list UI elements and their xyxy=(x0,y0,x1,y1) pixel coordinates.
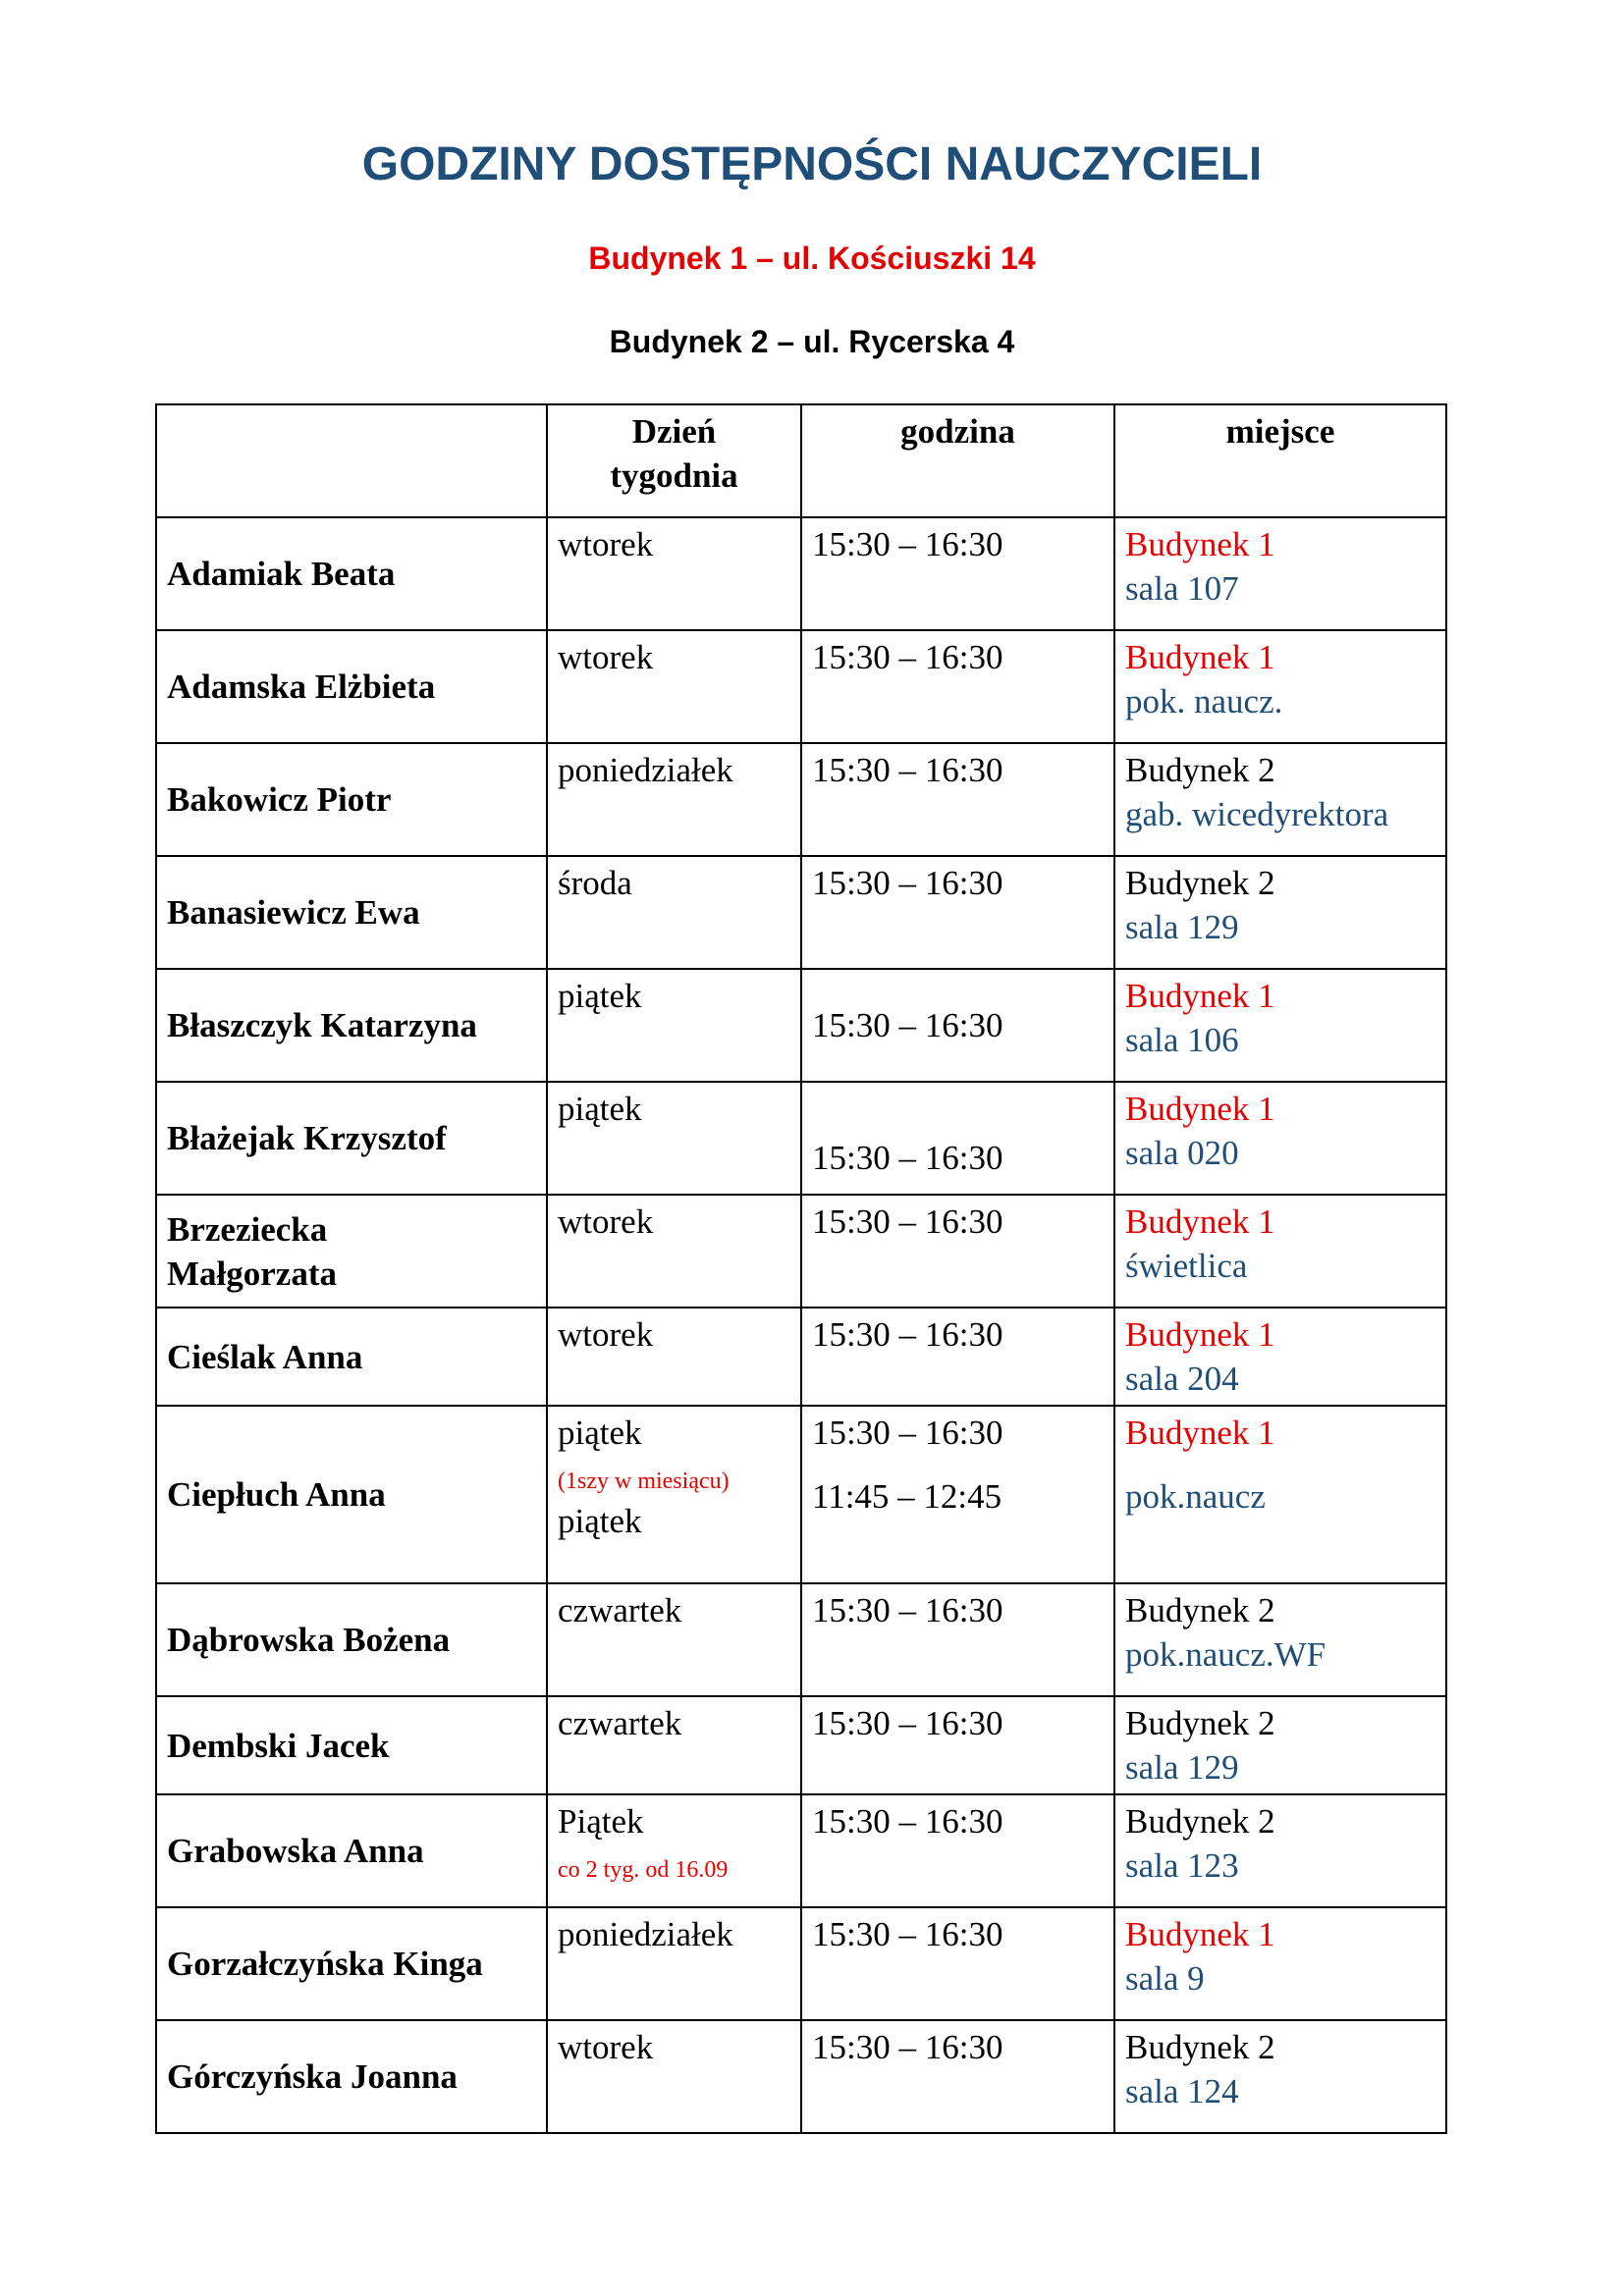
hour: 15:30 – 16:30 xyxy=(801,1907,1114,2020)
building: Budynek 1 xyxy=(1125,1090,1275,1128)
header-day-line2: tygodnia xyxy=(610,456,738,495)
table-row xyxy=(156,1583,1446,1696)
header-hour: godzina xyxy=(801,404,1114,517)
table-row xyxy=(156,1907,1446,2020)
place xyxy=(1114,1406,1446,1583)
building: Budynek 1 xyxy=(1125,525,1275,563)
hour: 15:30 – 16:30 xyxy=(801,1082,1114,1195)
table-row xyxy=(156,1082,1446,1195)
place xyxy=(1114,630,1446,743)
room: sala 129 xyxy=(1125,908,1239,946)
hour: 15:30 – 16:30 xyxy=(801,1696,1114,1794)
building: Budynek 1 xyxy=(1125,977,1275,1015)
building: Budynek 2 xyxy=(1125,1591,1275,1629)
hour: 15:30 – 16:30 xyxy=(801,630,1114,743)
place xyxy=(1114,1794,1446,1907)
teacher-name: Gorzałczyńska Kinga xyxy=(156,1907,547,2020)
teacher-name: Górczyńska Joanna xyxy=(156,2020,547,2133)
day: wtorek xyxy=(547,1308,801,1406)
place xyxy=(1114,1583,1446,1696)
availability-table xyxy=(155,403,1447,2134)
day xyxy=(547,1406,801,1583)
place xyxy=(1114,1907,1446,2020)
table-row xyxy=(156,2020,1446,2133)
table-row xyxy=(156,1696,1446,1794)
day: wtorek xyxy=(547,1195,801,1308)
day-2: piątek xyxy=(558,1502,642,1540)
room: pok.naucz xyxy=(1125,1477,1266,1516)
header-place: miejsce xyxy=(1114,404,1446,517)
table-row xyxy=(156,1195,1446,1308)
building: Budynek 1 xyxy=(1125,1315,1275,1354)
teacher-name: Grabowska Anna xyxy=(156,1794,547,1907)
header-day-line1: Dzień xyxy=(631,412,717,451)
hour: 15:30 – 16:30 xyxy=(801,856,1114,969)
table-row xyxy=(156,630,1446,743)
teacher-name: Ciepłuch Anna xyxy=(156,1406,547,1583)
day: wtorek xyxy=(547,630,801,743)
day-1: Piątek xyxy=(558,1802,644,1841)
place xyxy=(1114,2020,1446,2133)
place xyxy=(1114,1195,1446,1308)
teacher-name: Cieślak Anna xyxy=(156,1308,547,1406)
room: pok.naucz.WF xyxy=(1125,1635,1326,1674)
day: poniedziałek xyxy=(547,1907,801,2020)
day: piątek xyxy=(547,1082,801,1195)
building-1-address: Budynek 1 – ul. Kościuszki 14 xyxy=(588,240,1036,276)
building: Budynek 2 xyxy=(1125,1704,1275,1742)
building: Budynek 2 xyxy=(1125,1802,1275,1841)
day: środa xyxy=(547,856,801,969)
teacher-name: Banasiewicz Ewa xyxy=(156,856,547,969)
place xyxy=(1114,1696,1446,1794)
room: sala 106 xyxy=(1125,1021,1239,1059)
hour: 15:30 – 16:30 xyxy=(801,743,1114,856)
room: sala 020 xyxy=(1125,1134,1239,1172)
table-row xyxy=(156,856,1446,969)
room: świetlica xyxy=(1125,1247,1248,1285)
building: Budynek 2 xyxy=(1125,2028,1275,2066)
day: czwartek xyxy=(547,1696,801,1794)
teacher-name-line1: Brzeziecka xyxy=(167,1209,328,1249)
hour: 15:30 – 16:30 xyxy=(801,1195,1114,1308)
day: piątek xyxy=(547,969,801,1082)
place xyxy=(1114,969,1446,1082)
hour-1: 15:30 – 16:30 xyxy=(812,1414,1003,1452)
room: sala 129 xyxy=(1125,1748,1239,1787)
teacher-name: Błaszczyk Katarzyna xyxy=(156,969,547,1082)
hour: 15:30 – 16:30 xyxy=(801,1794,1114,1907)
day: wtorek xyxy=(547,517,801,630)
day: poniedziałek xyxy=(547,743,801,856)
teacher-name: Adamiak Beata xyxy=(156,517,547,630)
building: Budynek 1 xyxy=(1125,1915,1275,1953)
hour-2: 11:45 – 12:45 xyxy=(812,1477,1002,1516)
room: gab. wicedyrektora xyxy=(1125,795,1389,833)
hour: 15:30 – 16:30 xyxy=(801,2020,1114,2133)
header-name xyxy=(156,404,547,517)
room: pok. naucz. xyxy=(1125,682,1283,721)
building: Budynek 2 xyxy=(1125,751,1275,789)
table-row xyxy=(156,1308,1446,1406)
hour: 15:30 – 16:30 xyxy=(801,1308,1114,1406)
teacher-name xyxy=(156,1195,547,1308)
place xyxy=(1114,1308,1446,1406)
building-2-address: Budynek 2 – ul. Rycerska 4 xyxy=(609,324,1015,359)
day-note: (1szy w miesiącu) xyxy=(558,1468,730,1494)
room: sala 204 xyxy=(1125,1360,1239,1398)
building: Budynek 2 xyxy=(1125,864,1275,902)
hour: 15:30 – 16:30 xyxy=(801,517,1114,630)
building: Budynek 1 xyxy=(1125,1202,1275,1241)
table-row xyxy=(156,969,1446,1082)
table-row xyxy=(156,1406,1446,1583)
table-row xyxy=(156,1794,1446,1907)
teacher-name: Dąbrowska Bożena xyxy=(156,1583,547,1696)
teacher-name: Adamska Elżbieta xyxy=(156,630,547,743)
day-note: co 2 tyg. od 16.09 xyxy=(558,1857,729,1883)
teacher-name-line2: Małgorzata xyxy=(167,1254,337,1293)
hour xyxy=(801,1406,1114,1583)
hour: 15:30 – 16:30 xyxy=(801,1583,1114,1696)
page-title: GODZINY DOSTĘPNOŚCI NAUCZYCIELI xyxy=(361,138,1263,190)
hour: 15:30 – 16:30 xyxy=(801,969,1114,1082)
day: wtorek xyxy=(547,2020,801,2133)
room: sala 107 xyxy=(1125,569,1239,608)
table-header-row xyxy=(156,404,1446,517)
teacher-name: Dembski Jacek xyxy=(156,1696,547,1794)
building: Budynek 1 xyxy=(1125,638,1275,676)
table-row xyxy=(156,517,1446,630)
teacher-name: Bakowicz Piotr xyxy=(156,743,547,856)
day-1: piątek xyxy=(558,1414,642,1452)
place xyxy=(1114,517,1446,630)
table-row xyxy=(156,743,1446,856)
room: sala 9 xyxy=(1125,1959,1205,1998)
day xyxy=(547,1794,801,1907)
place xyxy=(1114,743,1446,856)
building: Budynek 1 xyxy=(1125,1414,1275,1452)
room: sala 123 xyxy=(1125,1846,1239,1885)
place xyxy=(1114,1082,1446,1195)
place xyxy=(1114,856,1446,969)
teacher-name: Błażejak Krzysztof xyxy=(156,1082,547,1195)
day: czwartek xyxy=(547,1583,801,1696)
header-day xyxy=(547,404,801,517)
room: sala 124 xyxy=(1125,2072,1239,2110)
